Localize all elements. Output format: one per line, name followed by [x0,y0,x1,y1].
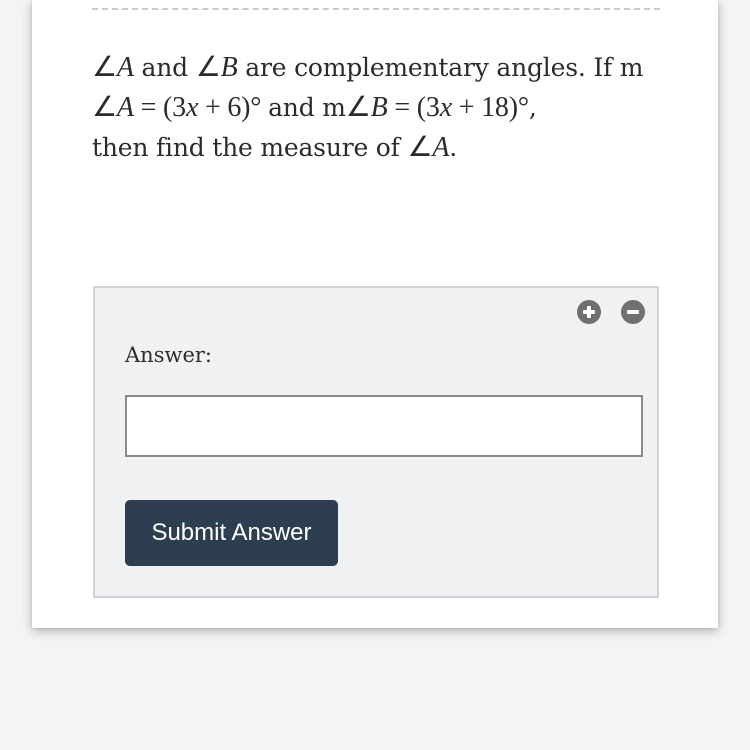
plus-circle-icon[interactable] [577,300,601,324]
submit-answer-button[interactable]: Submit Answer [125,500,338,566]
question-line-3: then find the measure of ∠A. [92,132,458,163]
question-line-1: ∠A and ∠B are complementary angles. If m [92,52,644,83]
answer-label: Answer: [125,343,212,367]
dashed-divider [92,8,660,10]
question-line-2: ∠A = (3x + 6)° and m∠B = (3x + 18)°, [92,92,537,123]
answer-panel [93,286,659,598]
answer-input[interactable] [125,395,643,457]
question-card [32,0,718,628]
minus-circle-icon[interactable] [621,300,645,324]
question-text [92,48,662,168]
